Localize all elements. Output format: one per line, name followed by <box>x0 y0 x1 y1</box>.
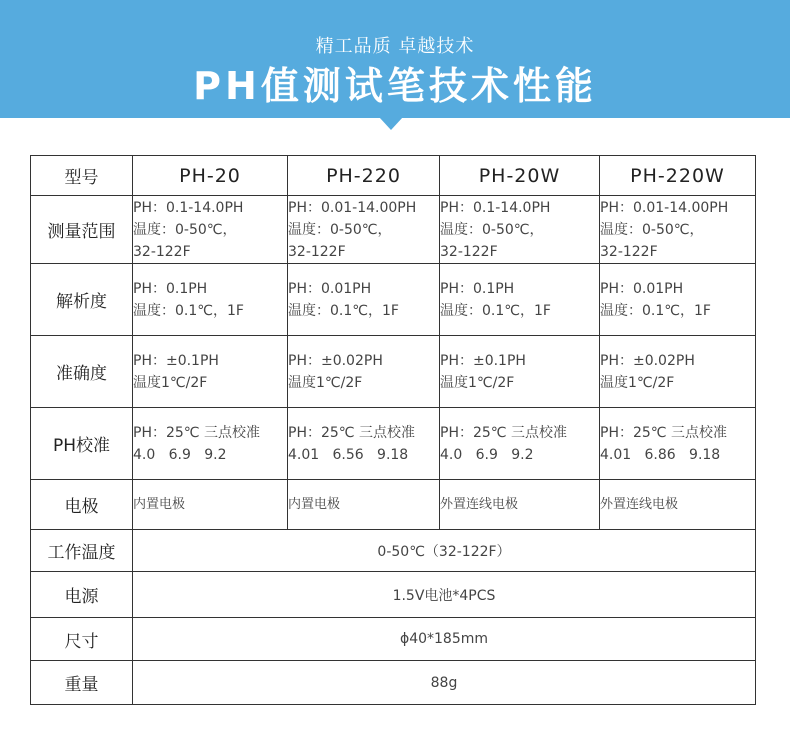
header-title: PH值测试笔技术性能 <box>193 64 597 108</box>
range-ph: PH：0.01-14.00PH <box>288 200 417 216</box>
calibration-cell-3 <box>440 408 600 480</box>
calibration-method: PH：25℃ 三点校准 <box>133 424 260 441</box>
row-accuracy <box>31 336 756 408</box>
model-4: PH-220W <box>600 156 756 196</box>
row-power <box>31 572 756 618</box>
header-banner <box>0 0 790 118</box>
calibration-method: PH：25℃ 三点校准 <box>600 424 727 441</box>
row-weight <box>31 661 756 705</box>
range-temp-f: 32-122F <box>288 244 346 260</box>
range-temp: 温度：0-50℃， <box>288 222 392 238</box>
range-temp-f: 32-122F <box>133 244 191 260</box>
row-size <box>31 618 756 661</box>
resolution-temp: 温度：0.1℃，1F <box>440 302 551 319</box>
accuracy-temp: 温度1℃/2F <box>600 374 675 391</box>
spec-table <box>30 155 756 705</box>
model-3: PH-20W <box>440 156 600 196</box>
power-value: 1.5V电池*4PCS <box>133 572 756 618</box>
accuracy-temp: 温度1℃/2F <box>440 374 515 391</box>
calibration-method: PH：25℃ 三点校准 <box>288 424 415 441</box>
accuracy-ph: PH：±0.02PH <box>288 352 383 369</box>
calibration-points: 4.0 6.9 9.2 <box>440 446 534 463</box>
weight-label: 重量 <box>31 661 133 705</box>
range-temp-f: 32-122F <box>440 244 498 260</box>
range-cell-2 <box>288 196 440 264</box>
resolution-cell-3 <box>440 264 600 336</box>
resolution-temp: 温度：0.1℃，1F <box>600 302 711 319</box>
resolution-temp: 温度：0.1℃，1F <box>133 302 244 319</box>
accuracy-label: 准确度 <box>31 336 133 408</box>
range-temp-f: 32-122F <box>600 244 658 260</box>
resolution-ph: PH：0.1PH <box>440 280 515 297</box>
row-resolution <box>31 264 756 336</box>
accuracy-ph: PH：±0.02PH <box>600 352 695 369</box>
size-label: 尺寸 <box>31 618 133 661</box>
resolution-ph: PH：0.01PH <box>288 280 372 297</box>
range-temp: 温度：0-50℃， <box>133 222 237 238</box>
banner-pointer <box>379 117 403 130</box>
accuracy-cell-2 <box>288 336 440 408</box>
accuracy-temp: 温度1℃/2F <box>288 374 363 391</box>
model-2: PH-220 <box>288 156 440 196</box>
accuracy-cell-3 <box>440 336 600 408</box>
range-cell-1 <box>133 196 288 264</box>
range-temp: 温度：0-50℃， <box>440 222 544 238</box>
row-operating-temp <box>31 530 756 572</box>
electrode-cell-2: 内置电极 <box>288 480 440 530</box>
power-label: 电源 <box>31 572 133 618</box>
range-label: 测量范围 <box>31 196 133 264</box>
calibration-cell-1 <box>133 408 288 480</box>
calibration-method: PH：25℃ 三点校准 <box>440 424 567 441</box>
resolution-cell-4 <box>600 264 756 336</box>
electrode-cell-3: 外置连线电极 <box>440 480 600 530</box>
range-cell-3 <box>440 196 600 264</box>
row-calibration <box>31 408 756 480</box>
accuracy-cell-4 <box>600 336 756 408</box>
size-value: ϕ40*185mm <box>133 618 756 661</box>
operating-temp-value: 0-50℃（32-122F） <box>133 530 756 572</box>
electrode-label: 电极 <box>31 480 133 530</box>
resolution-ph: PH：0.1PH <box>133 280 208 297</box>
calibration-points: 4.0 6.9 9.2 <box>133 446 227 463</box>
operating-temp-label: 工作温度 <box>31 530 133 572</box>
range-temp: 温度：0-50℃， <box>600 222 704 238</box>
accuracy-temp: 温度1℃/2F <box>133 374 208 391</box>
row-electrode <box>31 480 756 530</box>
header-subtitle: 精工品质 卓越技术 <box>315 36 475 57</box>
resolution-cell-2 <box>288 264 440 336</box>
accuracy-ph: PH：±0.1PH <box>440 352 526 369</box>
electrode-cell-4: 外置连线电极 <box>600 480 756 530</box>
row-model <box>31 156 756 196</box>
accuracy-ph: PH：±0.1PH <box>133 352 219 369</box>
model-label: 型号 <box>31 156 133 196</box>
calibration-points: 4.01 6.56 9.18 <box>288 446 409 463</box>
electrode-cell-1: 内置电极 <box>133 480 288 530</box>
model-1: PH-20 <box>133 156 288 196</box>
resolution-label: 解析度 <box>31 264 133 336</box>
range-ph: PH：0.1-14.0PH <box>133 200 244 216</box>
resolution-cell-1 <box>133 264 288 336</box>
range-ph: PH：0.1-14.0PH <box>440 200 551 216</box>
calibration-cell-4 <box>600 408 756 480</box>
range-ph: PH：0.01-14.00PH <box>600 200 729 216</box>
accuracy-cell-1 <box>133 336 288 408</box>
calibration-points: 4.01 6.86 9.18 <box>600 446 721 463</box>
calibration-label: PH校准 <box>31 408 133 480</box>
resolution-ph: PH：0.01PH <box>600 280 684 297</box>
resolution-temp: 温度：0.1℃，1F <box>288 302 399 319</box>
weight-value: 88g <box>133 661 756 705</box>
calibration-cell-2 <box>288 408 440 480</box>
row-range <box>31 196 756 264</box>
range-cell-4 <box>600 196 756 264</box>
